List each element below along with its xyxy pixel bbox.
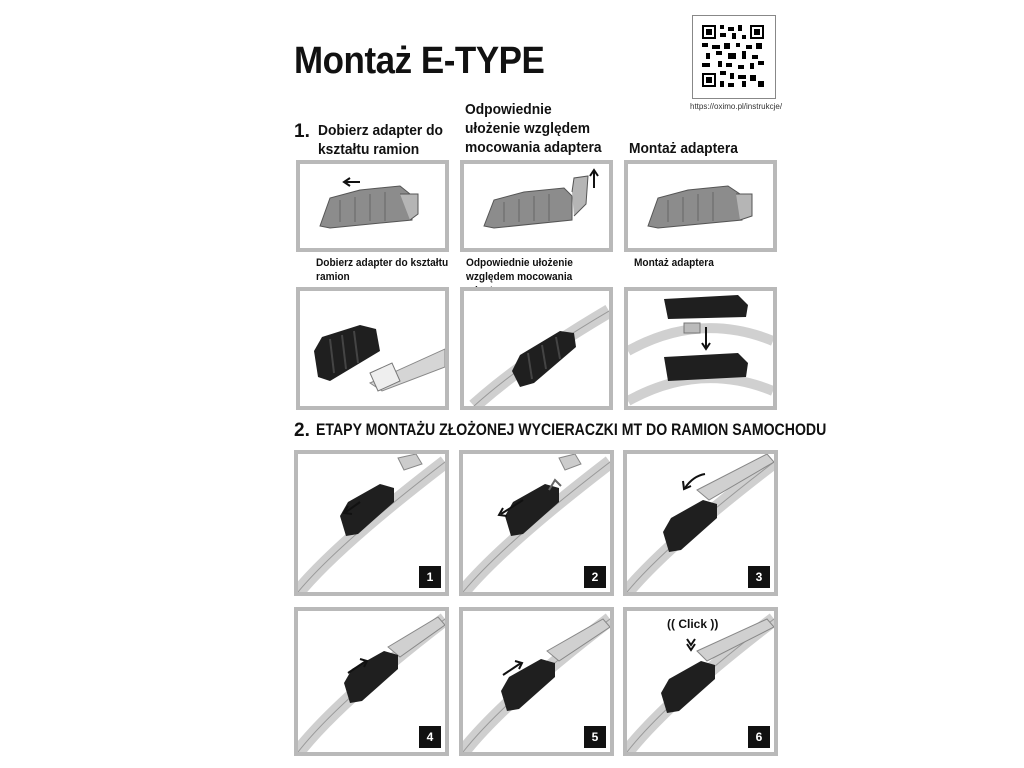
adapter-sketch-2 <box>464 164 609 248</box>
step-badge-6: 6 <box>748 726 770 748</box>
section-1-heading-1: Dobierz adapter do kształtu ramion <box>318 122 443 158</box>
section-2-number: 2. <box>294 420 310 441</box>
caption-3: Montaż adaptera <box>634 257 714 269</box>
adapter-sketch-panel-1 <box>296 160 449 252</box>
page-title: Montaż E-TYPE <box>294 40 545 82</box>
adapter-photo-panel-3 <box>624 287 777 410</box>
step-panel-5 <box>459 607 614 756</box>
step-badge-4: 4 <box>419 726 441 748</box>
step-badge-3: 3 <box>748 566 770 588</box>
step-badge-5: 5 <box>584 726 606 748</box>
qr-code[interactable] <box>692 15 776 99</box>
step-panel-6 <box>623 607 778 756</box>
adapter-sketch-panel-2 <box>460 160 613 252</box>
qr-code-graphic <box>702 25 764 87</box>
adapter-photo-1 <box>300 291 445 406</box>
adapter-photo-3 <box>628 291 773 406</box>
step-panel-3 <box>623 450 778 596</box>
adapter-sketch-1 <box>300 164 445 248</box>
section-1-heading-2: Odpowiednie ułożenie względem mocowania adaptera <box>465 101 602 156</box>
adapter-sketch-3 <box>628 164 773 248</box>
caption-1: Dobierz adapter do kształtu ramion <box>316 257 449 283</box>
section-1-heading-3: Montaż adaptera <box>629 140 738 157</box>
adapter-photo-2 <box>464 291 609 406</box>
step-badge-2: 2 <box>584 566 606 588</box>
caption-2: Odpowiednie ułożenie względem mocowania <box>466 257 573 283</box>
adapter-photo-panel-2 <box>460 287 613 410</box>
qr-url[interactable]: https://oximo.pl/instrukcje/ <box>690 102 783 111</box>
adapter-sketch-panel-3 <box>624 160 777 252</box>
step-panel-2 <box>459 450 614 596</box>
section-2-heading: ETAPY MONTAŻU ZŁOŻONEJ WYCIERACZKI MT DO RAMION SAMOCHODU <box>316 420 827 439</box>
section-1-number: 1. <box>294 121 310 142</box>
step-panel-1 <box>294 450 449 596</box>
step-panel-4 <box>294 607 449 756</box>
step-badge-1: 1 <box>419 566 441 588</box>
click-label: (( Click )) <box>667 617 719 631</box>
adapter-photo-panel-1 <box>296 287 449 410</box>
